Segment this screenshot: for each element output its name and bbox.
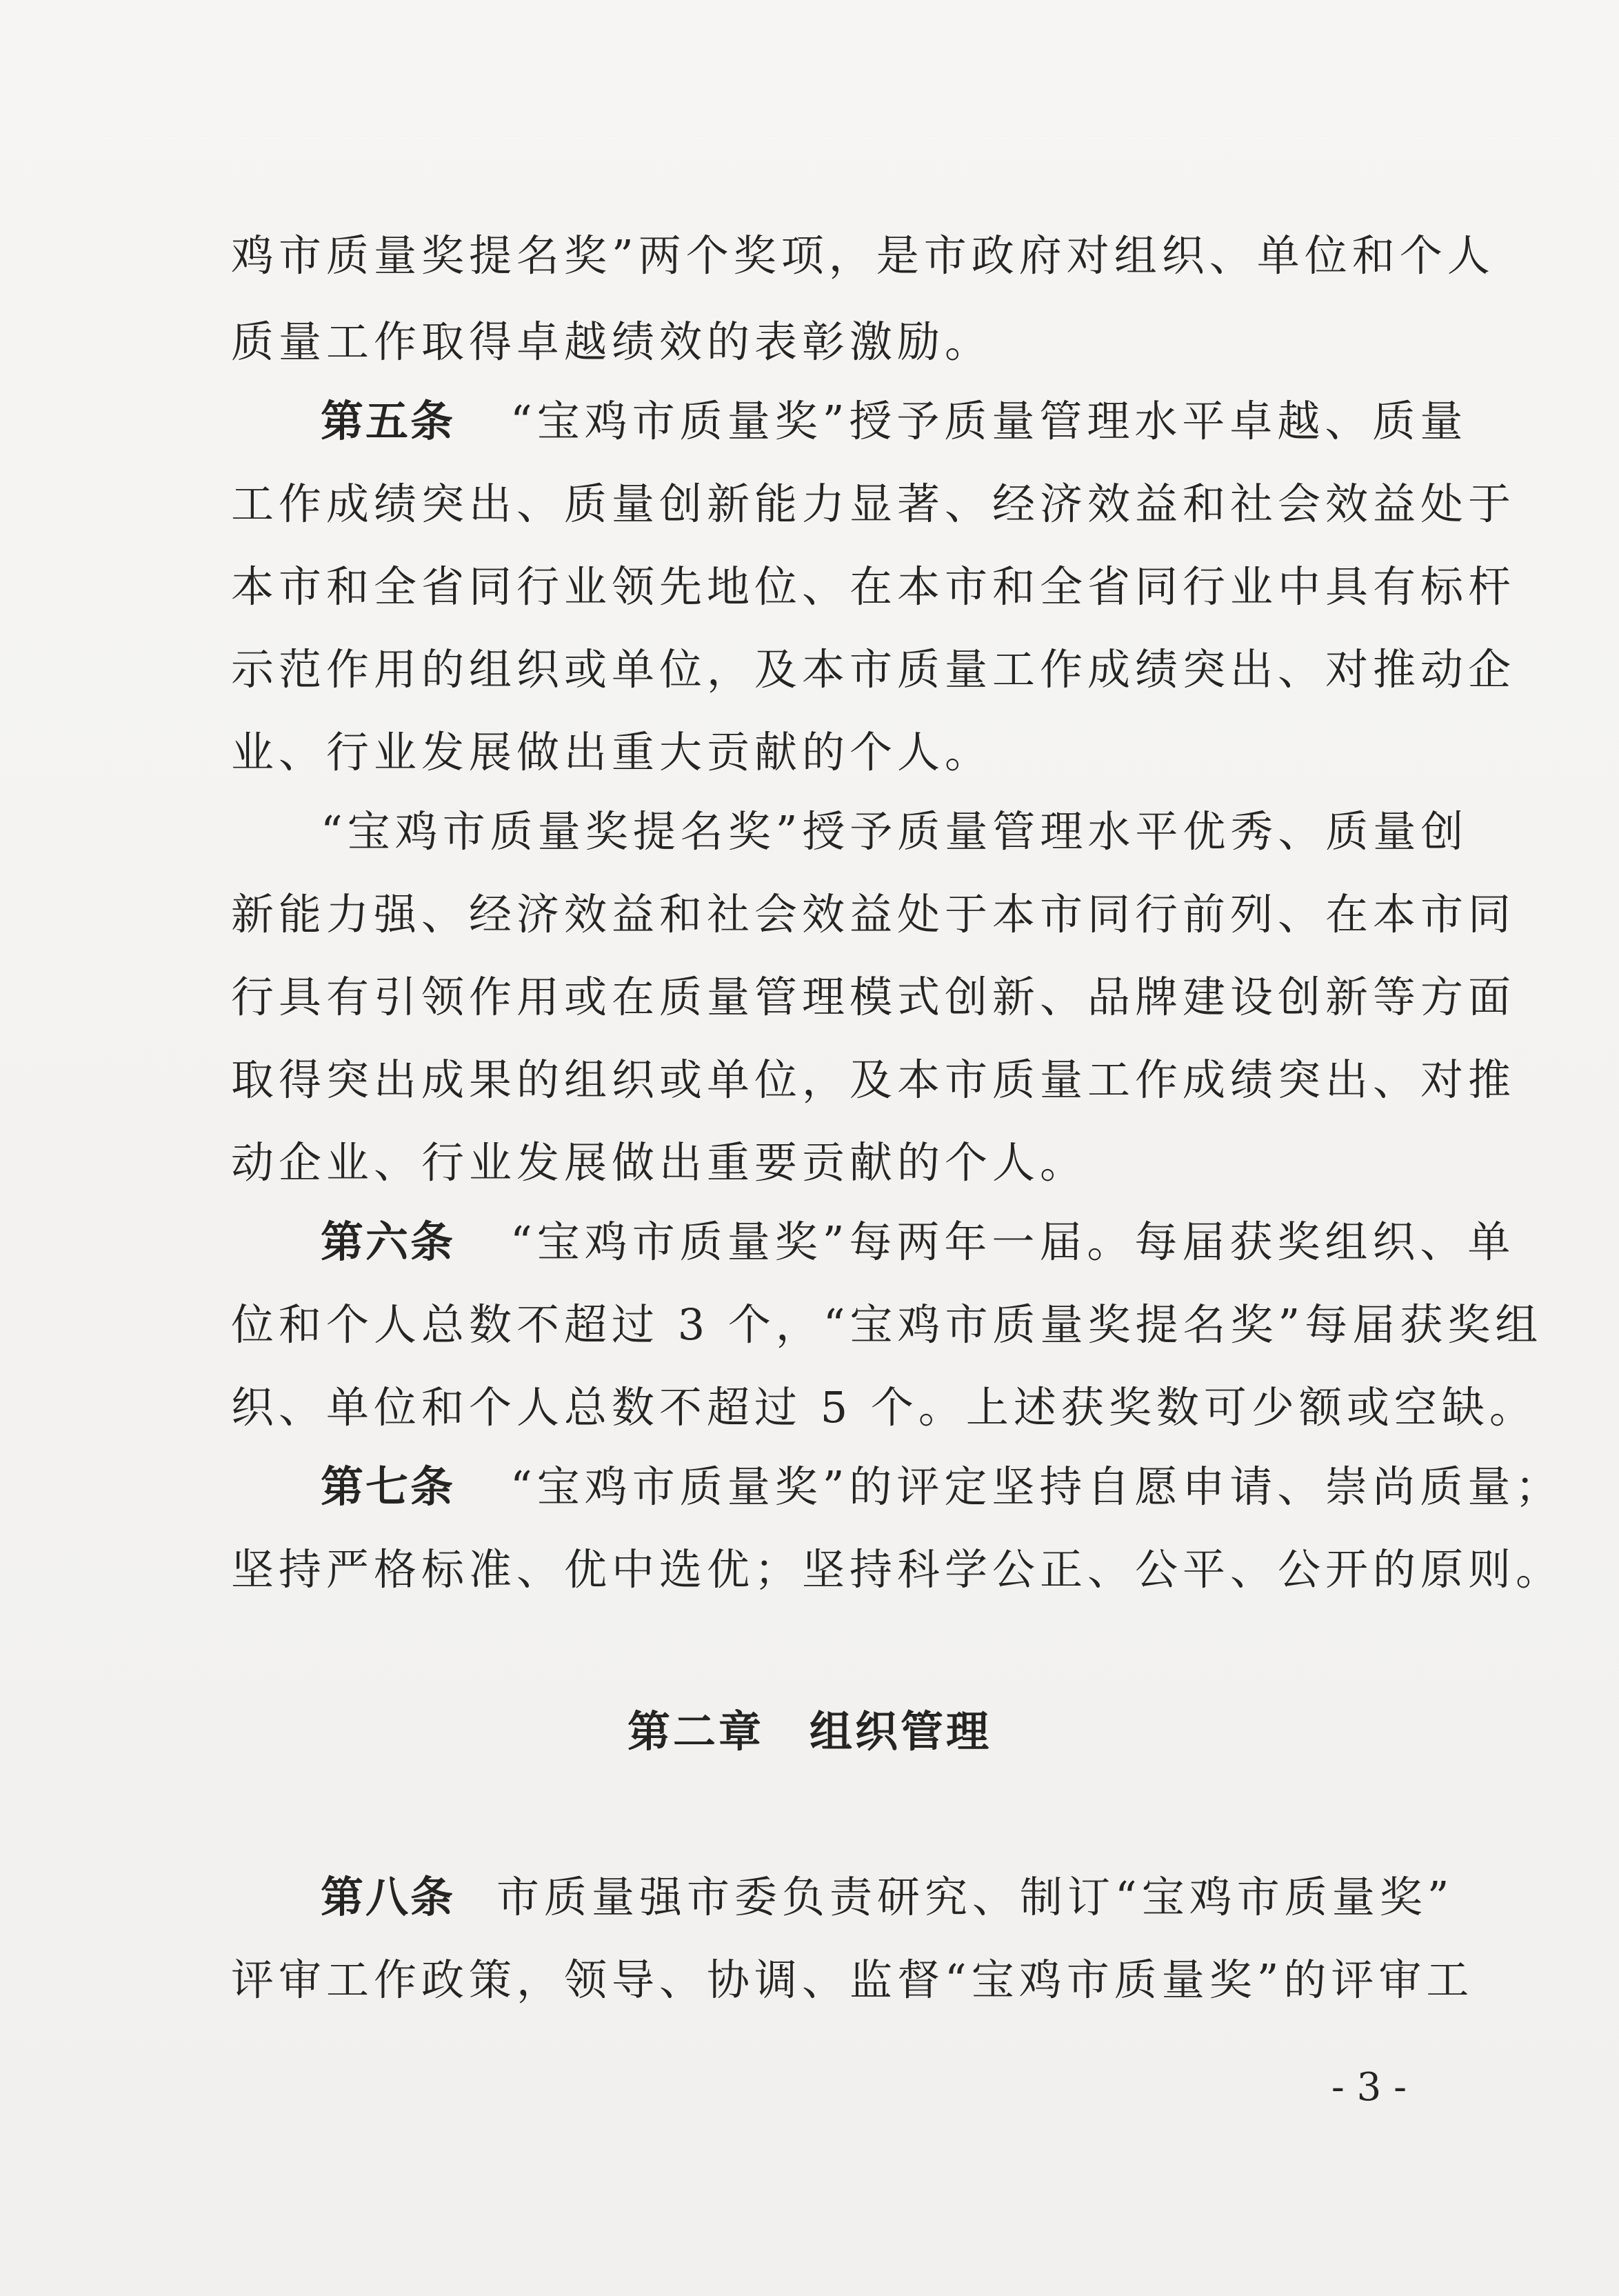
- article-5-line: [321, 396, 1468, 446]
- text-segment: “宝鸡市质量奖”每两年一届。每届获奖组织、单: [510, 1217, 1516, 1267]
- text-line: 本市和全省同行业领先地位、在本市和全省同行业中具有标杆: [231, 561, 1516, 612]
- text-line: 动企业、行业发展做出重要贡献的个人。: [231, 1137, 1088, 1188]
- text-line: “宝鸡市质量奖提名奖”授予质量管理水平优秀、质量创: [321, 806, 1469, 857]
- text-line: 质量工作取得卓越绩效的表彰激励。: [231, 317, 993, 367]
- article-6-label: 第六条: [321, 1217, 456, 1267]
- text-segment: “宝鸡市质量奖”的评定坚持自愿申请、崇尚质量；: [510, 1461, 1563, 1512]
- article-6-line: [321, 1217, 1516, 1267]
- text-segment: 市质量强市委负责研究、制订“宝鸡市质量奖”: [496, 1872, 1454, 1922]
- page-number: - 3 -: [1331, 2065, 1407, 2110]
- text-line: 位和个人总数不超过 3 个，“宝鸡市质量奖提名奖”每届获奖组: [231, 1299, 1543, 1350]
- text-line: 织、单位和个人总数不超过 5 个。上述获奖数可少额或空缺。: [231, 1382, 1537, 1432]
- article-7-line: [321, 1461, 1563, 1512]
- text-line: 行具有引领作用或在质量管理模式创新、品牌建设创新等方面: [231, 972, 1516, 1022]
- chapter-heading: 第二章 组织管理: [627, 1706, 992, 1757]
- article-7-label: 第七条: [321, 1461, 456, 1512]
- text-line: 评审工作政策，领导、协调、监督“宝鸡市质量奖”的评审工: [231, 1955, 1474, 2005]
- text-line: 取得突出成果的组织或单位，及本市质量工作成绩突出、对推: [231, 1055, 1516, 1105]
- text-line: 新能力强、经济效益和社会效益处于本市同行前列、在本市同: [231, 889, 1516, 939]
- article-5-label: 第五条: [321, 396, 456, 446]
- text-segment: “宝鸡市质量奖”授予质量管理水平卓越、质量: [510, 396, 1468, 446]
- article-8-line: [321, 1872, 1454, 1922]
- text-line: 业、行业发展做出重大贡献的个人。: [231, 727, 993, 777]
- text-line: 示范作用的组织或单位，及本市质量工作成绩突出、对推动企: [231, 644, 1516, 695]
- article-8-label: 第八条: [321, 1872, 456, 1922]
- text-line: 鸡市质量奖提名奖”两个奖项，是市政府对组织、单位和个人: [231, 230, 1495, 281]
- text-line: 工作成绩突出、质量创新能力显著、经济效益和社会效益处于: [231, 479, 1516, 529]
- text-line: 坚持严格标准、优中选优；坚持科学公正、公平、公开的原则。: [231, 1544, 1564, 1595]
